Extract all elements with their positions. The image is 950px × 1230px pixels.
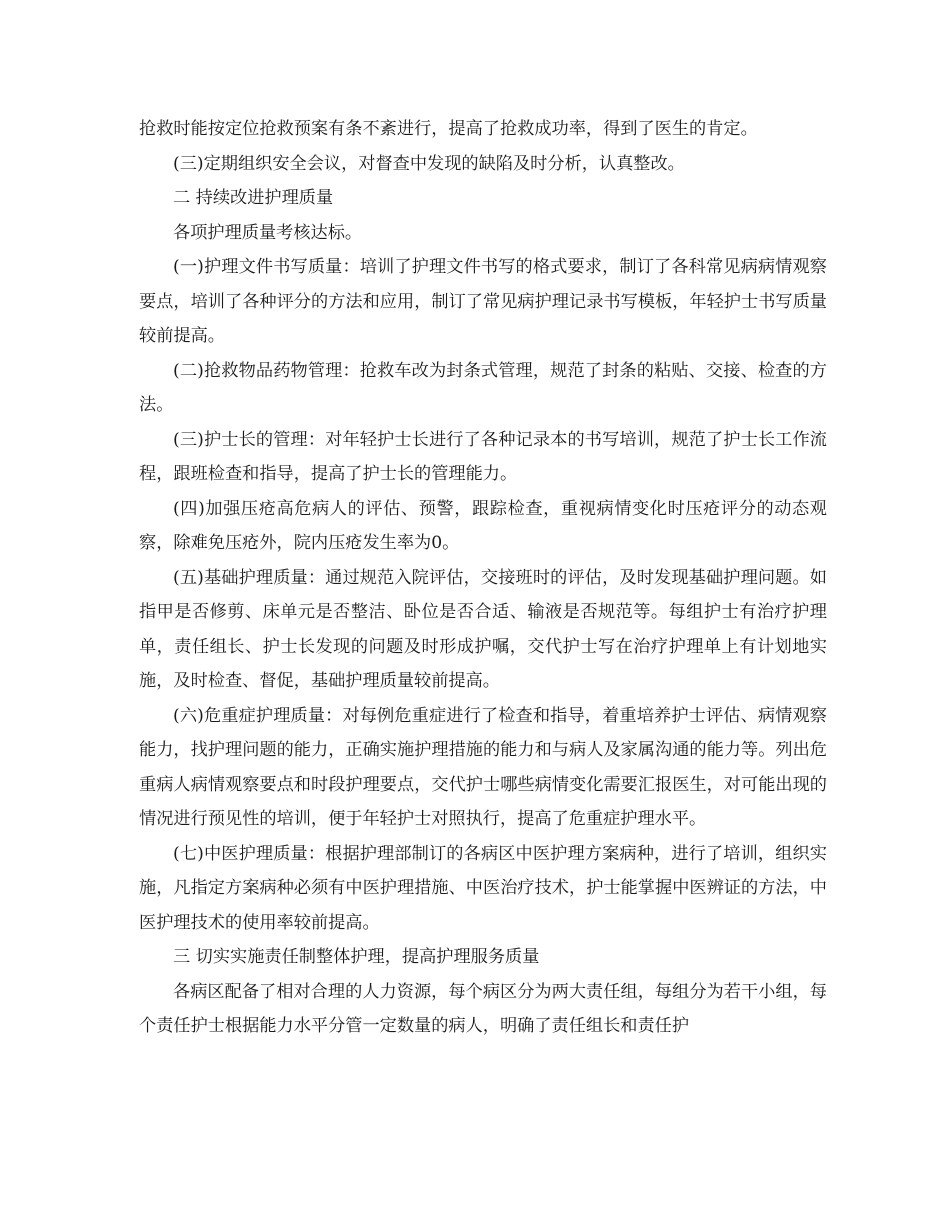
paragraph-6: (二)抢救物品药物管理：抢救车改为封条式管理，规范了封条的粘贴、交接、检查的方法。 [139, 360, 827, 415]
section-heading-2: 二 持续改进护理质量 [173, 188, 334, 208]
paragraph-9: (五)基础护理质量：通过规范入院评估，交接班时的评估，及时发现基础护理问题。如指甲是否修剪、床单元是否整洁、卧位是否合适、输液是否规范等。每组护士有治疗护理单，责任组长、护士长发现的问题及时形成护嘱，交代护士写在治疗护理单上有计划地实施，及时检查、督促，基础护理质量较前提高。 [139, 567, 827, 691]
section-heading-3: 三 切实实施责任制整体护理，提高护理服务质量 [173, 947, 540, 967]
document-body [139, 112, 827, 1044]
paragraph-8: (四)加强压疮高危病人的评估、预警，跟踪检查，重视病情变化时压疮评分的动态观察，除难免压疮外，院内压疮发生率为0。 [139, 498, 827, 553]
paragraph-7: (三)护士长的管理：对年轻护士长进行了各种记录本的书写培训，规范了护士长工作流程，跟班检查和指导，提高了护士长的管理能力。 [139, 429, 827, 484]
paragraph-13: 各病区配备了相对合理的人力资源，每个病区分为两大责任组，每组分为若干小组，每个责任护士根据能力水平分管一定数量的病人，明确了责任组长和责任护 [139, 981, 827, 1036]
paragraph-4: 各项护理质量考核达标。 [173, 222, 363, 243]
paragraph-11: (七)中医护理质量：根据护理部制订的各病区中医护理方案病种，进行了培训，组织实施，凡指定方案病种必须有中医护理措施、中医治疗技术，护士能掌握中医辨证的方法，中医护理技术的使用率较前提高。 [139, 843, 827, 933]
paragraph-10: (六)危重症护理质量：对每例危重症进行了检查和指导，着重培养护士评估、病情观察能力，找护理问题的能力，正确实施护理措施的能力和与病人及家属沟通的能力等。列出危重病人病情观察要点和时段护理要点，交代护士哪些病情变化需要汇报医生，对可能出现的情况进行预见性的培训，便于年轻护士对照执行，提高了危重症护理水平。 [139, 705, 827, 829]
paragraph-5: (一)护理文件书写质量：培训了护理文件书写的格式要求，制订了各科常见病病情观察要点，培训了各种评分的方法和应用，制订了常见病护理记录书写模板，年轻护士书写质量较前提高。 [139, 257, 827, 346]
paragraph-2: (三)定期组织安全会议，对督查中发现的缺陷及时分析，认真整改。 [173, 153, 685, 174]
paragraph-1: 抢救时能按定位抢救预案有条不紊进行，提高了抢救成功率，得到了医生的肯定。 [139, 119, 758, 139]
